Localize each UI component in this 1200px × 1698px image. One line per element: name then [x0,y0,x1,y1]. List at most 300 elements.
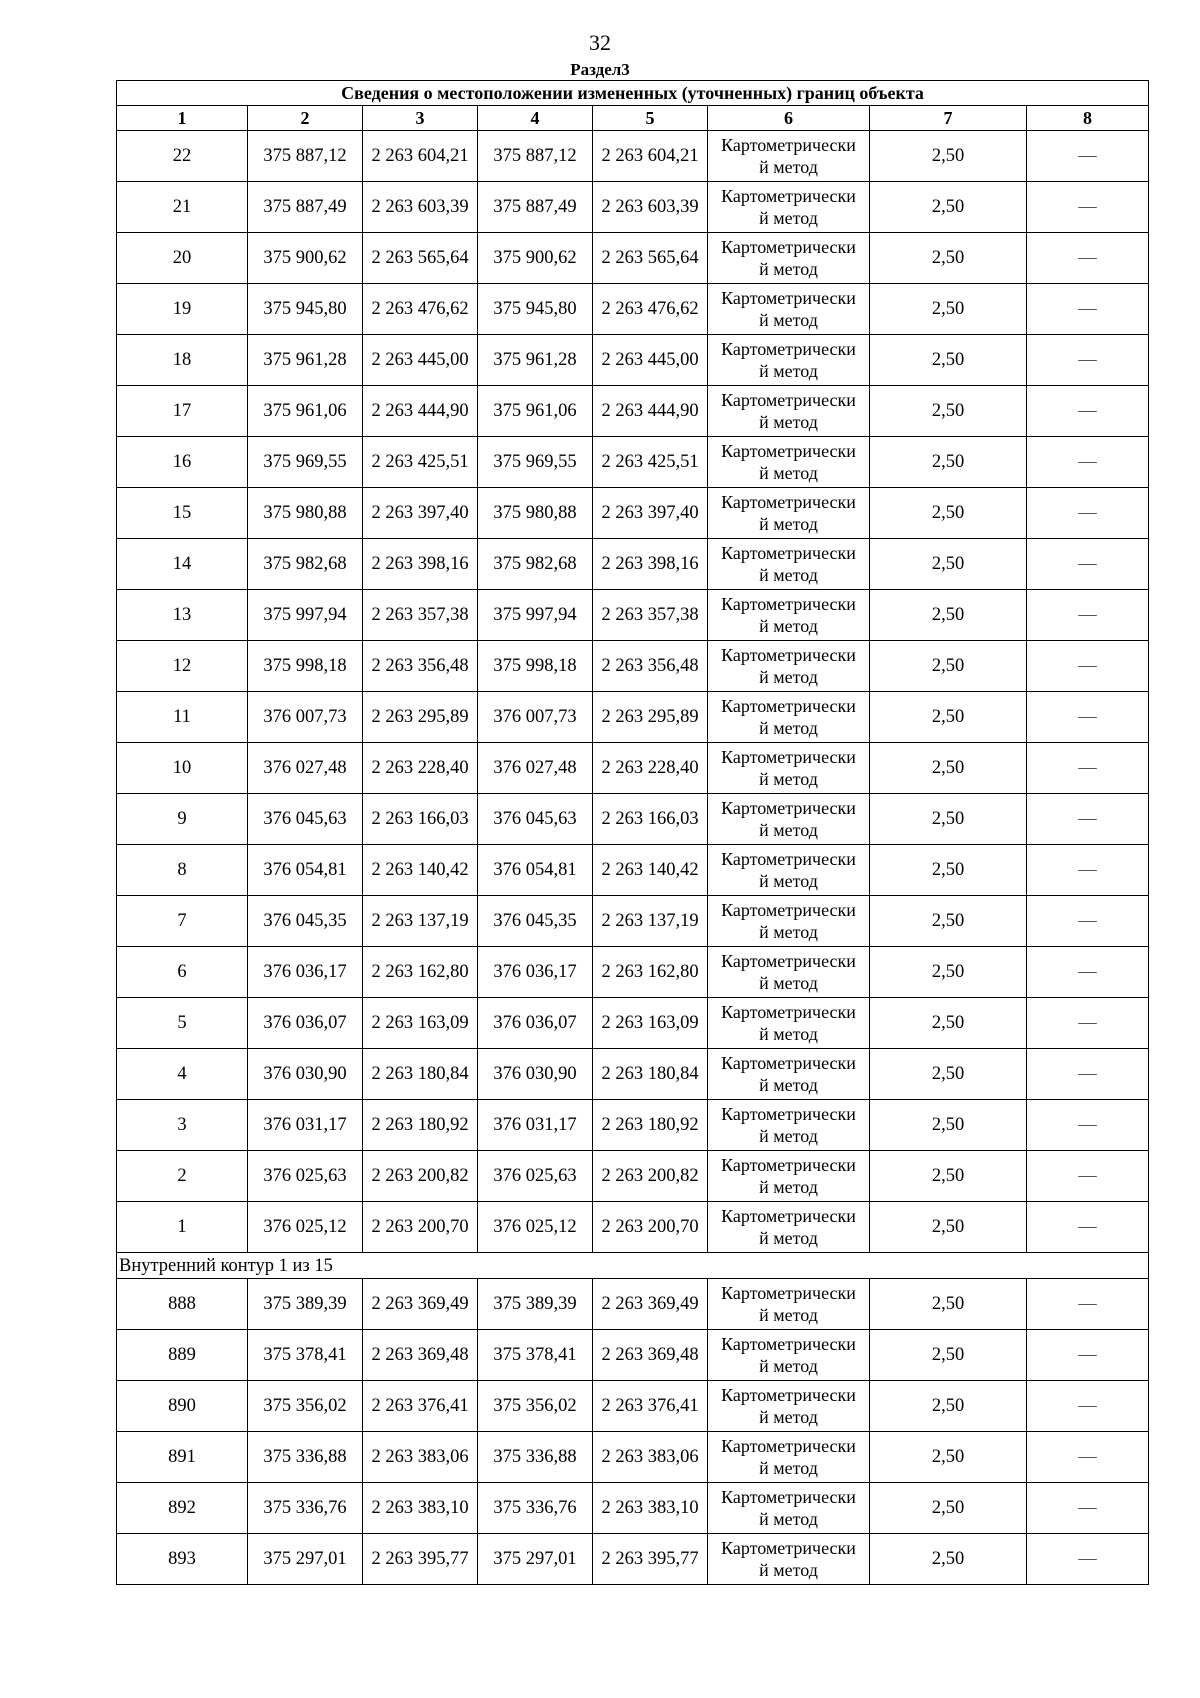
section-label: Раздел3 [570,60,630,79]
method-text-line-1: Картометрически [721,951,856,971]
y-old-cell: 2 263 166,03 [363,794,478,845]
table-row [117,1534,1149,1585]
accuracy-cell: 2,50 [870,1279,1027,1330]
accuracy-cell: 2,50 [870,1381,1027,1432]
method-cell [708,845,870,896]
y-old-cell: 2 263 357,38 [363,590,478,641]
method-cell [708,284,870,335]
x-old-cell: 375 945,80 [248,284,363,335]
method-text-line-1: Картометрически [721,186,856,206]
x-new-cell: 375 389,39 [478,1279,593,1330]
table-row [117,1483,1149,1534]
method-text-line-2: й метод [759,157,818,177]
description-cell: — [1027,1049,1149,1100]
method-text-line-1: Картометрически [721,1538,856,1558]
method-cell [708,1049,870,1100]
point-number-cell: 888 [117,1279,248,1330]
description-cell: — [1027,1151,1149,1202]
accuracy-cell: 2,50 [870,590,1027,641]
method-text-line-1: Картометрически [721,492,856,512]
accuracy-cell: 2,50 [870,794,1027,845]
point-number-cell: 15 [117,488,248,539]
y-old-cell: 2 263 200,82 [363,1151,478,1202]
method-text-line-1: Картометрически [721,696,856,716]
method-cell [708,437,870,488]
table-row [117,1279,1149,1330]
table-body [117,131,1149,1253]
method-cell [708,1151,870,1202]
x-old-cell: 376 045,35 [248,896,363,947]
x-old-cell: 375 980,88 [248,488,363,539]
y-old-cell: 2 263 398,16 [363,539,478,590]
table-row [117,233,1149,284]
y-old-cell: 2 263 295,89 [363,692,478,743]
x-new-cell: 376 054,81 [478,845,593,896]
method-text-line-2: й метод [759,616,818,636]
column-header: 5 [593,106,708,131]
method-cell [708,1534,870,1585]
description-cell: — [1027,1534,1149,1585]
method-text-line-2: й метод [759,310,818,330]
accuracy-cell: 2,50 [870,743,1027,794]
x-new-cell: 375 356,02 [478,1381,593,1432]
method-text-line-1: Картометрически [721,441,856,461]
y-new-cell: 2 263 383,06 [593,1432,708,1483]
method-text-line-2: й метод [759,514,818,534]
method-text-line-2: й метод [759,1228,818,1248]
x-old-cell: 375 887,12 [248,131,363,182]
x-new-cell: 375 998,18 [478,641,593,692]
x-new-cell: 375 961,28 [478,335,593,386]
table-title-row [117,81,1149,106]
method-text-line-1: Картометрически [721,747,856,767]
description-cell: — [1027,1483,1149,1534]
point-number-cell: 19 [117,284,248,335]
method-cell [708,488,870,539]
method-text-line-2: й метод [759,1305,818,1325]
x-new-cell: 375 969,55 [478,437,593,488]
description-cell: — [1027,335,1149,386]
contour-label: Внутренний контур 1 из 15 [117,1253,1149,1279]
x-old-cell: 376 030,90 [248,1049,363,1100]
method-text-line-1: Картометрически [721,798,856,818]
y-old-cell: 2 263 444,90 [363,386,478,437]
y-old-cell: 2 263 376,41 [363,1381,478,1432]
table-row [117,641,1149,692]
point-number-cell: 22 [117,131,248,182]
description-cell: — [1027,488,1149,539]
table-row [117,692,1149,743]
y-old-cell: 2 263 476,62 [363,284,478,335]
y-new-cell: 2 263 369,48 [593,1330,708,1381]
y-old-cell: 2 263 383,10 [363,1483,478,1534]
x-new-cell: 375 887,49 [478,182,593,233]
method-text-line-2: й метод [759,922,818,942]
method-text-line-2: й метод [759,412,818,432]
y-new-cell: 2 263 369,49 [593,1279,708,1330]
method-text-line-2: й метод [759,1458,818,1478]
x-old-cell: 375 961,06 [248,386,363,437]
point-number-cell: 890 [117,1381,248,1432]
y-new-cell: 2 263 604,21 [593,131,708,182]
y-new-cell: 2 263 444,90 [593,386,708,437]
coordinates-table [116,80,1149,1585]
method-text-line-2: й метод [759,973,818,993]
method-text-line-2: й метод [759,769,818,789]
contour-label-row [117,1253,1149,1279]
x-new-cell: 375 997,94 [478,590,593,641]
method-cell [708,1279,870,1330]
y-old-cell: 2 263 140,42 [363,845,478,896]
y-new-cell: 2 263 425,51 [593,437,708,488]
description-cell: — [1027,896,1149,947]
point-number-cell: 13 [117,590,248,641]
accuracy-cell: 2,50 [870,131,1027,182]
y-old-cell: 2 263 163,09 [363,998,478,1049]
y-old-cell: 2 263 604,21 [363,131,478,182]
method-cell [708,794,870,845]
accuracy-cell: 2,50 [870,488,1027,539]
x-new-cell: 376 031,17 [478,1100,593,1151]
point-number-cell: 10 [117,743,248,794]
description-cell: — [1027,1100,1149,1151]
method-text-line-1: Картометрически [721,645,856,665]
x-old-cell: 375 961,28 [248,335,363,386]
accuracy-cell: 2,50 [870,335,1027,386]
method-cell [708,1100,870,1151]
method-text-line-1: Картометрически [721,1487,856,1507]
point-number-cell: 18 [117,335,248,386]
accuracy-cell: 2,50 [870,1049,1027,1100]
accuracy-cell: 2,50 [870,1151,1027,1202]
method-cell [708,641,870,692]
method-cell [708,1381,870,1432]
x-new-cell: 375 982,68 [478,539,593,590]
table-row [117,539,1149,590]
table-row [117,488,1149,539]
page-number: 32 [589,30,611,55]
method-text-line-2: й метод [759,1024,818,1044]
column-header-row [117,106,1149,131]
accuracy-cell: 2,50 [870,1100,1027,1151]
x-new-cell: 375 945,80 [478,284,593,335]
y-old-cell: 2 263 395,77 [363,1534,478,1585]
method-text-line-1: Картометрически [721,1002,856,1022]
y-new-cell: 2 263 476,62 [593,284,708,335]
method-text-line-1: Картометрически [721,1053,856,1073]
y-new-cell: 2 263 180,92 [593,1100,708,1151]
description-cell: — [1027,437,1149,488]
x-old-cell: 376 031,17 [248,1100,363,1151]
y-new-cell: 2 263 603,39 [593,182,708,233]
x-new-cell: 375 336,76 [478,1483,593,1534]
y-old-cell: 2 263 200,70 [363,1202,478,1253]
method-cell [708,896,870,947]
point-number-cell: 2 [117,1151,248,1202]
point-number-cell: 11 [117,692,248,743]
table-row [117,1381,1149,1432]
point-number-cell: 893 [117,1534,248,1585]
point-number-cell: 12 [117,641,248,692]
description-cell: — [1027,1202,1149,1253]
x-new-cell: 376 025,12 [478,1202,593,1253]
description-cell: — [1027,743,1149,794]
y-new-cell: 2 263 140,42 [593,845,708,896]
method-cell [708,998,870,1049]
point-number-cell: 16 [117,437,248,488]
method-text-line-2: й метод [759,259,818,279]
y-old-cell: 2 263 137,19 [363,896,478,947]
method-text-line-2: й метод [759,565,818,585]
description-cell: — [1027,794,1149,845]
table-row [117,998,1149,1049]
method-text-line-2: й метод [759,1075,818,1095]
x-new-cell: 375 887,12 [478,131,593,182]
column-header: 7 [870,106,1027,131]
table-row [117,794,1149,845]
y-old-cell: 2 263 369,49 [363,1279,478,1330]
y-old-cell: 2 263 603,39 [363,182,478,233]
point-number-cell: 20 [117,233,248,284]
point-number-cell: 6 [117,947,248,998]
description-cell: — [1027,692,1149,743]
x-old-cell: 376 036,07 [248,998,363,1049]
y-new-cell: 2 263 228,40 [593,743,708,794]
method-cell [708,182,870,233]
column-header: 8 [1027,106,1149,131]
method-text-line-1: Картометрически [721,1436,856,1456]
y-old-cell: 2 263 356,48 [363,641,478,692]
description-cell: — [1027,131,1149,182]
x-old-cell: 376 025,12 [248,1202,363,1253]
method-text-line-2: й метод [759,871,818,891]
x-old-cell: 376 027,48 [248,743,363,794]
x-old-cell: 375 900,62 [248,233,363,284]
method-text-line-1: Картометрически [721,543,856,563]
point-number-cell: 892 [117,1483,248,1534]
x-old-cell: 375 969,55 [248,437,363,488]
x-old-cell: 375 997,94 [248,590,363,641]
accuracy-cell: 2,50 [870,998,1027,1049]
method-cell [708,1202,870,1253]
x-new-cell: 375 336,88 [478,1432,593,1483]
x-new-cell: 375 900,62 [478,233,593,284]
y-new-cell: 2 263 295,89 [593,692,708,743]
method-text-line-2: й метод [759,1509,818,1529]
y-new-cell: 2 263 356,48 [593,641,708,692]
y-new-cell: 2 263 357,38 [593,590,708,641]
point-number-cell: 5 [117,998,248,1049]
table-row [117,947,1149,998]
description-cell: — [1027,182,1149,233]
method-text-line-1: Картометрически [721,339,856,359]
method-text-line-1: Картометрически [721,900,856,920]
point-number-cell: 17 [117,386,248,437]
x-old-cell: 376 007,73 [248,692,363,743]
y-new-cell: 2 263 383,10 [593,1483,708,1534]
x-old-cell: 375 998,18 [248,641,363,692]
x-new-cell: 376 045,35 [478,896,593,947]
point-number-cell: 14 [117,539,248,590]
x-new-cell: 375 980,88 [478,488,593,539]
x-old-cell: 376 054,81 [248,845,363,896]
x-old-cell: 375 297,01 [248,1534,363,1585]
method-text-line-1: Картометрически [721,1104,856,1124]
accuracy-cell: 2,50 [870,641,1027,692]
method-text-line-1: Картометрически [721,1206,856,1226]
y-new-cell: 2 263 137,19 [593,896,708,947]
accuracy-cell: 2,50 [870,1483,1027,1534]
table-row [117,1330,1149,1381]
method-text-line-1: Картометрически [721,594,856,614]
accuracy-cell: 2,50 [870,692,1027,743]
point-number-cell: 7 [117,896,248,947]
y-new-cell: 2 263 163,09 [593,998,708,1049]
table-title: Сведения о местоположении измененных (уточненных) границ объекта [117,81,1149,106]
x-old-cell: 375 336,76 [248,1483,363,1534]
table-row [117,1049,1149,1100]
description-cell: — [1027,233,1149,284]
method-text-line-2: й метод [759,361,818,381]
table-row [117,284,1149,335]
method-text-line-2: й метод [759,1126,818,1146]
accuracy-cell: 2,50 [870,845,1027,896]
accuracy-cell: 2,50 [870,539,1027,590]
y-old-cell: 2 263 228,40 [363,743,478,794]
method-text-line-2: й метод [759,1560,818,1580]
column-header: 6 [708,106,870,131]
accuracy-cell: 2,50 [870,284,1027,335]
y-new-cell: 2 263 397,40 [593,488,708,539]
method-cell [708,1483,870,1534]
point-number-cell: 21 [117,182,248,233]
y-new-cell: 2 263 445,00 [593,335,708,386]
y-old-cell: 2 263 180,92 [363,1100,478,1151]
table-row [117,590,1149,641]
table-row [117,335,1149,386]
column-header: 2 [248,106,363,131]
table-row [117,182,1149,233]
description-cell: — [1027,590,1149,641]
accuracy-cell: 2,50 [870,182,1027,233]
description-cell: — [1027,998,1149,1049]
x-old-cell: 376 045,63 [248,794,363,845]
table-row [117,437,1149,488]
method-cell [708,131,870,182]
method-cell [708,335,870,386]
method-cell [708,233,870,284]
table-row [117,131,1149,182]
y-new-cell: 2 263 166,03 [593,794,708,845]
x-old-cell: 375 887,49 [248,182,363,233]
table-row [117,743,1149,794]
y-old-cell: 2 263 445,00 [363,335,478,386]
method-cell [708,947,870,998]
y-new-cell: 2 263 200,82 [593,1151,708,1202]
description-cell: — [1027,284,1149,335]
y-old-cell: 2 263 397,40 [363,488,478,539]
method-cell [708,386,870,437]
method-text-line-1: Картометрически [721,390,856,410]
method-text-line-1: Картометрически [721,1155,856,1175]
y-new-cell: 2 263 398,16 [593,539,708,590]
x-new-cell: 376 036,07 [478,998,593,1049]
y-old-cell: 2 263 369,48 [363,1330,478,1381]
x-old-cell: 375 336,88 [248,1432,363,1483]
method-text-line-1: Картометрически [721,849,856,869]
y-new-cell: 2 263 395,77 [593,1534,708,1585]
method-text-line-1: Картометрически [721,135,856,155]
description-cell: — [1027,539,1149,590]
table-row [117,1432,1149,1483]
description-cell: — [1027,386,1149,437]
point-number-cell: 4 [117,1049,248,1100]
point-number-cell: 8 [117,845,248,896]
point-number-cell: 9 [117,794,248,845]
x-old-cell: 375 982,68 [248,539,363,590]
description-cell: — [1027,1279,1149,1330]
method-text-line-1: Картометрически [721,1334,856,1354]
accuracy-cell: 2,50 [870,1432,1027,1483]
method-cell [708,1330,870,1381]
column-header: 3 [363,106,478,131]
accuracy-cell: 2,50 [870,386,1027,437]
method-cell [708,539,870,590]
x-old-cell: 375 378,41 [248,1330,363,1381]
method-text-line-2: й метод [759,208,818,228]
accuracy-cell: 2,50 [870,1330,1027,1381]
y-old-cell: 2 263 162,80 [363,947,478,998]
accuracy-cell: 2,50 [870,437,1027,488]
method-text-line-2: й метод [759,1356,818,1376]
point-number-cell: 891 [117,1432,248,1483]
description-cell: — [1027,1330,1149,1381]
contour-section [117,1253,1149,1279]
description-cell: — [1027,1381,1149,1432]
method-text-line-1: Картометрически [721,1283,856,1303]
method-text-line-2: й метод [759,1177,818,1197]
method-text-line-2: й метод [759,1407,818,1427]
accuracy-cell: 2,50 [870,1534,1027,1585]
method-text-line-2: й метод [759,667,818,687]
table-row [117,1202,1149,1253]
y-new-cell: 2 263 376,41 [593,1381,708,1432]
x-new-cell: 376 036,17 [478,947,593,998]
y-old-cell: 2 263 425,51 [363,437,478,488]
column-header: 1 [117,106,248,131]
x-new-cell: 376 027,48 [478,743,593,794]
y-new-cell: 2 263 180,84 [593,1049,708,1100]
y-new-cell: 2 263 565,64 [593,233,708,284]
y-old-cell: 2 263 565,64 [363,233,478,284]
table-row [117,1100,1149,1151]
method-text-line-2: й метод [759,820,818,840]
description-cell: — [1027,1432,1149,1483]
accuracy-cell: 2,50 [870,896,1027,947]
accuracy-cell: 2,50 [870,1202,1027,1253]
description-cell: — [1027,947,1149,998]
table-row [117,845,1149,896]
method-cell [708,590,870,641]
x-new-cell: 375 378,41 [478,1330,593,1381]
method-text-line-1: Картометрически [721,1385,856,1405]
method-text-line-1: Картометрически [721,237,856,257]
description-cell: — [1027,845,1149,896]
table-row [117,1151,1149,1202]
y-new-cell: 2 263 200,70 [593,1202,708,1253]
table-row [117,896,1149,947]
method-text-line-1: Картометрически [721,288,856,308]
